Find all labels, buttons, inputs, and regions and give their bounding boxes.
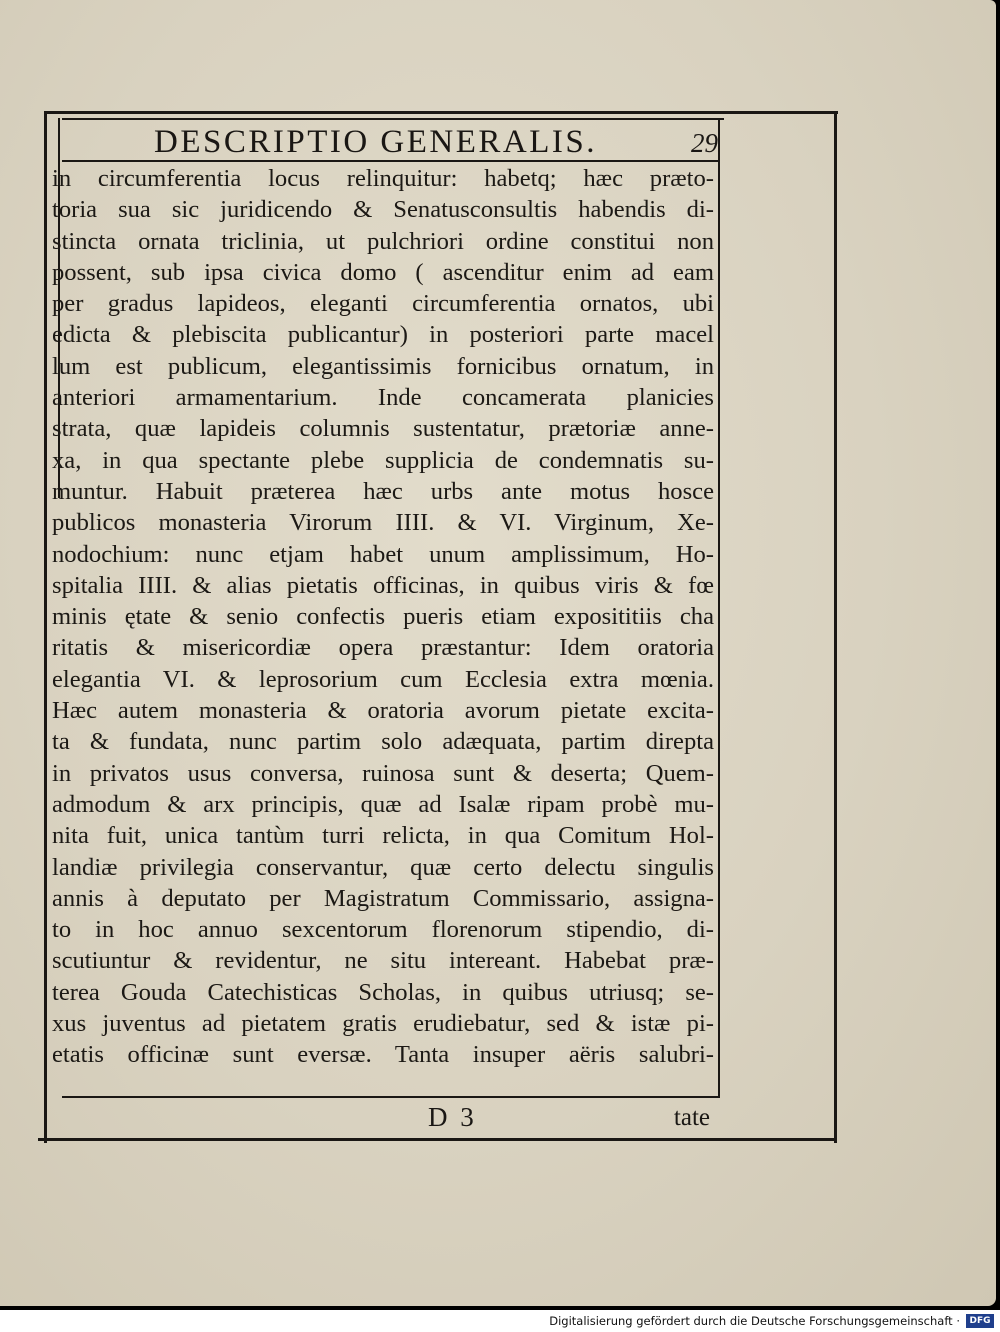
text-line: xus juventus ad pietatem gratis erudiebatur, sed & istæ pi- — [52, 1010, 714, 1038]
page-footer — [52, 1100, 712, 1136]
text-line: nita fuit, unica tantùm turri relicta, in qua Comitum Hol- — [52, 822, 714, 850]
text-line: xa, in qua spectante plebe supplicia de condemnatis su- — [52, 446, 714, 474]
text-line: scutiuntur & revidentur, ne situ intereant. Habebat præ- — [52, 947, 714, 975]
left-margin-rule — [44, 111, 47, 1143]
body-text — [52, 163, 714, 1071]
text-line: toria sua sic juridicendo & Senatusconsultis habendis di- — [52, 196, 714, 224]
credit-text: Digitalisierung gefördert durch die Deutsche Forschungsgemeinschaft · — [549, 1314, 960, 1328]
page-number: 29 — [691, 128, 718, 158]
text-line: minis ętate & senio confectis pueris etiam exposititiis cha — [52, 603, 714, 631]
bottom-rule — [38, 1138, 836, 1141]
text-line: publicos monasteria Virorum IIII. & VI. Virginum, Xe- — [52, 509, 714, 537]
text-line: anteriori armamentarium. Inde concamerata planicies — [52, 384, 714, 412]
text-line: ritatis & misericordiæ opera præstantur: Idem oratoria — [52, 634, 714, 662]
catchword: tate — [673, 1104, 710, 1131]
text-line: landiæ privilegia conservantur, quæ certo delectu singulis — [52, 853, 714, 881]
text-line: Hæc autem monasteria & oratoria avorum pietate excita- — [52, 697, 714, 725]
signature-mark: D 3 — [428, 1102, 477, 1132]
text-line: muntur. Habuit præterea hæc urbs ante motus hosce — [52, 477, 714, 505]
top-rule — [44, 111, 838, 114]
text-line: lum est publicum, elegantissimis fornicibus ornatum, in — [52, 352, 714, 380]
running-title: DESCRIPTIO GENERALIS. — [154, 124, 598, 160]
text-line: stincta ornata triclinia, ut pulchriori ordine constitui non — [52, 227, 714, 255]
text-line: elegantia VI. & leprosorium cum Ecclesia extra mœnia. — [52, 665, 714, 693]
text-line: admodum & arx principis, quæ ad Isalæ ripam probè mu- — [52, 790, 714, 818]
text-line: etatis officinæ sunt eversæ. Tanta insuper aëris salubri- — [52, 1041, 714, 1069]
top-rule-inner — [62, 118, 724, 120]
text-line: terea Gouda Catechisticas Scholas, in quibus utriusq; se- — [52, 978, 714, 1006]
text-line: to in hoc annuo sexcentorum florenorum stipendio, di- — [52, 916, 714, 944]
credit-bar — [0, 1310, 1000, 1332]
text-line: ta & fundata, nunc partim solo adæquata, partim direpta — [52, 728, 714, 756]
text-line: in circumferentia locus relinquitur: habetq; hæc præto- — [52, 165, 714, 192]
page-header — [62, 122, 718, 162]
right-margin-rule — [834, 111, 837, 1143]
text-line: nodochium: nunc etjam habet unum amplissimum, Ho- — [52, 540, 714, 568]
text-line: possent, sub ipsa civica domo ( ascenditur enim ad eam — [52, 258, 714, 286]
text-line: strata, quæ lapideis columnis sustentatur, prætoriæ anne- — [52, 415, 714, 443]
text-line: spitalia IIII. & alias pietatis officinas, in quibus viris & fœ — [52, 571, 714, 599]
text-line: per gradus lapideos, eleganti circumferentia ornatos, ubi — [52, 290, 714, 318]
footer-rule — [62, 1096, 718, 1098]
text-line: edicta & plebiscita publicantur) in posteriori parte macel — [52, 321, 714, 349]
text-line: in privatos usus conversa, ruinosa sunt & deserta; Quem- — [52, 759, 714, 787]
text-line: annis à deputato per Magistratum Commissario, assigna- — [52, 884, 714, 912]
dfg-logo-icon: DFG — [966, 1314, 994, 1328]
right-inner-rule — [718, 118, 720, 1098]
